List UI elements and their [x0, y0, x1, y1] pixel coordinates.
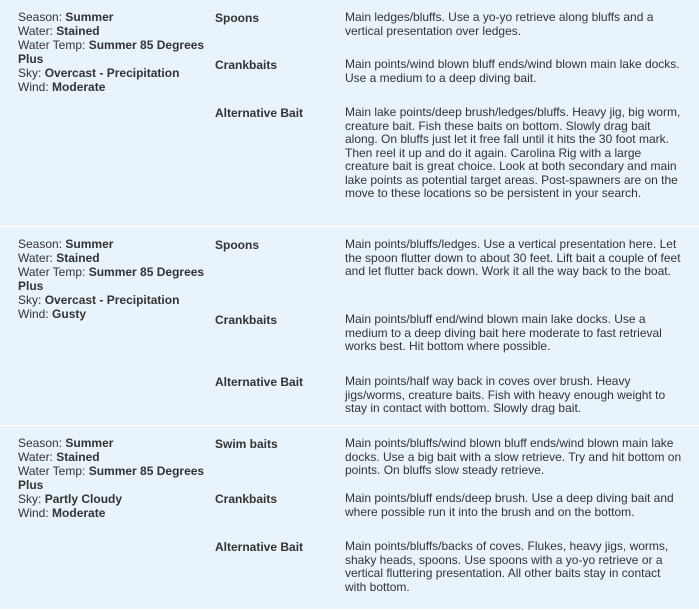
baits-list: [215, 227, 699, 425]
bait-row: [215, 364, 699, 416]
baits-list: [215, 0, 699, 226]
bait-name: Crankbaits: [215, 313, 278, 327]
water-temp-value: Summer 85 Degrees Plus: [18, 38, 205, 66]
bait-description: Main points/bluffs/backs of coves. Flukes, heavy jigs, worms, shaky heads, spoons. Use spoons with a yo-yo retrieve or a vertical fluttering presentation. All other baits stay in contact with bottom.: [345, 539, 669, 594]
bait-row: [215, 47, 699, 95]
sky-line: Sky: Overcast - Precipitation: [18, 293, 180, 307]
bait-name: Alternative Bait: [215, 375, 304, 389]
wind-line: Wind: Moderate: [18, 80, 106, 94]
wind-value: Gusty: [52, 307, 87, 321]
wind-line: Wind: Moderate: [18, 506, 106, 520]
bait-name: Swim baits: [215, 437, 278, 451]
bait-row: [215, 302, 699, 364]
water-value: Stained: [56, 450, 100, 464]
water-line: Water: Stained: [18, 251, 100, 265]
baits-list: [215, 426, 699, 609]
bait-description: Main points/bluffs/wind blown bluff ends/wind blown main lake docks. Use a big bait with a slow retrieve. Try and hit bottom on points. On bluffs slow steady retrieve.: [345, 436, 682, 477]
sky-value: Partly Cloudy: [44, 492, 123, 506]
bait-name: Alternative Bait: [215, 540, 304, 554]
water-temp-line: Water Temp: Summer 85 Degrees Plus: [18, 38, 205, 66]
water-value: Stained: [56, 24, 100, 38]
water-temp-value: Summer 85 Degrees Plus: [18, 464, 205, 492]
water-line: Water: Stained: [18, 24, 100, 38]
bait-row: [215, 95, 699, 201]
sky-value: Overcast - Precipitation: [44, 66, 180, 80]
water-value: Stained: [56, 251, 100, 265]
wind-line: Wind: Gusty: [18, 307, 87, 321]
conditions-cell: [0, 426, 215, 609]
bait-name: Crankbaits: [215, 492, 278, 506]
water-temp-line: Water Temp: Summer 85 Degrees Plus: [18, 265, 205, 293]
season-line: Season: Summer: [18, 436, 114, 450]
sky-line: Sky: Partly Cloudy: [18, 492, 123, 506]
conditions-cell: [0, 0, 215, 226]
sky-value: Overcast - Precipitation: [44, 293, 180, 307]
bait-name: Alternative Bait: [215, 106, 304, 120]
water-temp-line: Water Temp: Summer 85 Degrees Plus: [18, 464, 205, 492]
bait-name: Spoons: [215, 11, 259, 25]
season-value: Summer: [65, 237, 114, 251]
conditions-group: [0, 0, 699, 227]
bait-row: [215, 426, 699, 481]
bait-description: Main points/bluff end/wind blown main lake docks. Use a medium to a deep diving bait here moderate to fast retrieval works best. Hit bottom where possible.: [345, 312, 662, 353]
bait-description: Main points/bluff ends/deep brush. Use a deep diving bait and where possible run it into the brush and on the bottom.: [345, 491, 674, 519]
conditions-group: [0, 426, 699, 610]
bait-row: [215, 481, 699, 529]
water-temp-value: Summer 85 Degrees Plus: [18, 265, 205, 293]
bait-name: Spoons: [215, 238, 259, 252]
water-line: Water: Stained: [18, 450, 100, 464]
conditions-cell: [0, 227, 215, 425]
bait-name: Crankbaits: [215, 58, 278, 72]
bait-description: Main ledges/bluffs. Use a yo-yo retrieve along bluffs and a vertical presentation over ledges.: [345, 10, 654, 38]
bait-description: Main points/wind blown bluff ends/wind blown main lake docks. Use a medium to a deep diving bait.: [345, 57, 680, 85]
season-value: Summer: [65, 436, 114, 450]
bait-row: [215, 529, 699, 594]
season-line: Season: Summer: [18, 237, 114, 251]
bait-row: [215, 0, 699, 47]
wind-value: Moderate: [52, 80, 106, 94]
bait-description: Main lake points/deep brush/ledges/bluffs. Heavy jig, big worm, creature bait. Fish these baits on bottom. Slowly drag bait along. On bluffs just let it free fall until it hits the 30 foot mark. Then reel it up and do it again. Carolina Rig with a large creature bait is great choice. Look at both secondary and main lake points as potential target areas. Post-spawners are on the move to these locations so be persistent in your search.: [345, 105, 681, 200]
wind-value: Moderate: [52, 506, 106, 520]
season-value: Summer: [65, 10, 114, 24]
conditions-group: [0, 227, 699, 426]
sky-line: Sky: Overcast - Precipitation: [18, 66, 180, 80]
bait-row: [215, 227, 699, 302]
bait-description: Main points/half way back in coves over brush. Heavy jigs/worms, creature baits. Fish with heavy enough weight to stay in contact with bottom. Slowly drag bait.: [345, 374, 666, 415]
season-line: Season: Summer: [18, 10, 114, 24]
bait-description: Main points/bluffs/ledges. Use a vertical presentation here. Let the spoon flutter down to about 30 feet. Lift bait a couple of feet and let flutter back down. Work it all the way back to the boat.: [345, 237, 681, 278]
